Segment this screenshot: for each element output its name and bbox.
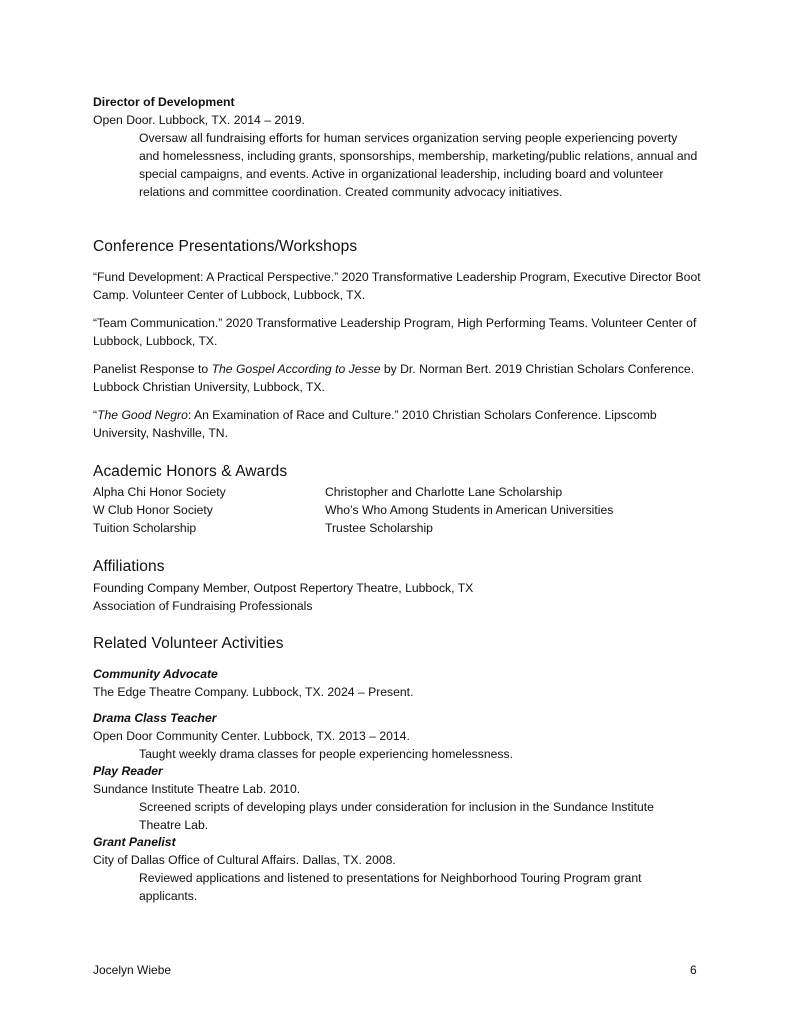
honor-item: Tuition Scholarship [93,521,197,535]
presentation-text: Panelist Response to [93,362,212,376]
presentation-text: : An Examination of Race and Culture.” 2010 Christian Scholars Conference. Lipscomb University, Nashville, TN. [93,408,657,440]
volunteer-meta: Sundance Institute Theatre Lab. 2010. [93,782,301,796]
section-heading-affiliations: Affiliations [93,558,165,575]
volunteer-title: Community Advocate [93,667,218,681]
presentation-item [93,360,703,396]
affiliation-item: Founding Company Member, Outpost Repertory Theatre, Lubbock, TX [93,581,474,595]
honor-item: W Club Honor Society [93,503,213,517]
section-heading-presentations: Conference Presentations/Workshops [93,238,358,255]
volunteer-title: Play Reader [93,764,163,778]
volunteer-title: Drama Class Teacher [93,711,217,725]
honor-item: Trustee Scholarship [325,521,433,535]
job-description: Oversaw all fundraising efforts for human services organization serving people experiencing poverty and homelessness, including grants, sponsorships, membership, marketing/public relations, annual and special campaigns, and events. Active in organizational leadership, including board and volunteer relations and committee coordination. Created community advocacy initiatives. [139,131,698,199]
volunteer-title: Grant Panelist [93,835,176,849]
presentation-item: “Fund Development: A Practical Perspective.” 2020 Transformative Leadership Program, Executive Director Boot Camp. Volunteer Center of Lubbock, Lubbock, TX. [93,270,701,302]
presentation-item [93,406,703,442]
presentation-item: “Team Communication.” 2020 Transformative Leadership Program, High Performing Teams. Volunteer Center of Lubbock, Lubbock, TX. [93,316,697,348]
honor-item: Christopher and Charlotte Lane Scholarship [325,485,563,499]
volunteer-meta: City of Dallas Office of Cultural Affairs. Dallas, TX. 2008. [93,853,396,867]
volunteer-description: Reviewed applications and listened to presentations for Neighborhood Touring Program grant applicants. [139,871,642,903]
volunteer-description: Taught weekly drama classes for people experiencing homelessness. [139,747,513,761]
presentation-title-italic: The Gospel According to Jesse [211,362,381,376]
volunteer-meta: The Edge Theatre Company. Lubbock, TX. 2024 – Present. [93,685,414,699]
affiliation-item: Association of Fundraising Professionals [93,599,313,613]
section-heading-volunteer: Related Volunteer Activities [93,635,284,652]
volunteer-description: Screened scripts of developing plays under consideration for inclusion in the Sundance Institute Theatre Lab. [139,800,654,832]
honor-item: Alpha Chi Honor Society [93,485,226,499]
presentation-text: by Dr. Norman Bert. 2019 Christian Scholars Conference. Lubbock Christian University, Lubbock, TX. [93,362,695,394]
footer-name: Jocelyn Wiebe [93,963,172,977]
honor-item: Who’s Who Among Students in American Universities [325,503,614,517]
page-number: 6 [690,963,697,977]
presentation-quote: “ [93,408,98,422]
job-meta: Open Door. Lubbock, TX. 2014 – 2019. [93,113,305,127]
section-heading-honors: Academic Honors & Awards [93,463,288,480]
job-title: Director of Development [93,95,235,109]
presentation-title-italic: The Good Negro [97,408,188,422]
volunteer-meta: Open Door Community Center. Lubbock, TX. 2013 – 2014. [93,729,410,743]
